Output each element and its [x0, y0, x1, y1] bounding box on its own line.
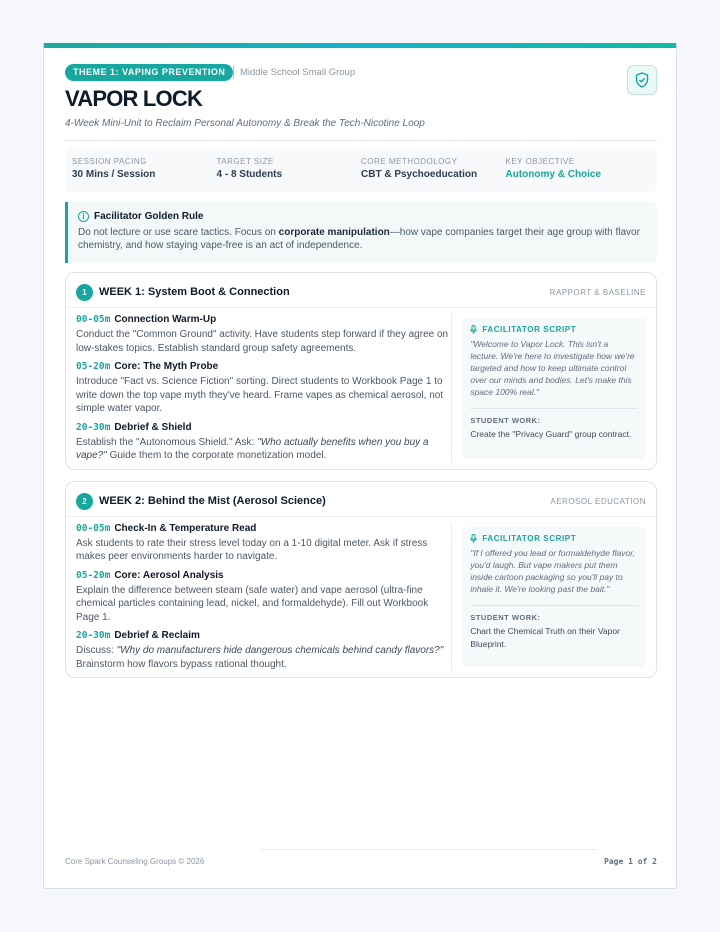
shield-check-icon: [627, 65, 657, 95]
page-content: [65, 48, 657, 678]
text-end: Brainstorm how flavors bypass rational thought.: [76, 658, 287, 670]
microphone-icon: [470, 325, 477, 334]
week-number-badge: 1: [76, 284, 93, 301]
panel-divider: [470, 408, 638, 409]
week-tag: RAPPORT & BASELINE: [549, 288, 646, 297]
text-end: Guide them to the corporate monetization model.: [106, 450, 327, 461]
agenda-item: [76, 422, 451, 463]
agenda-item-text: Conduct the "Common Ground" activity. Have students step forward if they agree on low-stakes topics. Establish standard group safety agreements.: [76, 329, 449, 354]
question-quote: "Why do manufacturers hide dangerous chemicals behind candy flavors?": [116, 645, 444, 656]
footer-copyright: Core Spark Counseling Groups © 2026: [65, 857, 205, 866]
facilitator-script: "If I offered you lead or formaldehyde flavor, you'd laugh. But vape makers put them inside cartoon packaging so you'll pay to inhale it. We're looking past the bait.": [470, 547, 635, 594]
week-body: [66, 308, 656, 469]
agenda-item-title: Check-In & Temperature Read: [114, 522, 257, 534]
student-work-text: Create the "Privacy Guard" group contract.: [470, 429, 632, 439]
stat-value: CBT & Psychoeducation: [361, 169, 478, 180]
facilitator-script: "Welcome to Vapor Lock. This isn't a lecture. We're here to investigate how we're targeted and how to keep ultimate control over our minds and bodies. Let's make this space 100% real.": [470, 339, 635, 397]
stat-key-objective: [506, 157, 651, 192]
agenda-item: [76, 523, 451, 564]
panel-divider: [470, 605, 638, 606]
golden-rule-text-start: Do not lecture or use scare tactics. Focus on: [78, 227, 279, 238]
page-title: VAPOR LOCK: [65, 86, 203, 111]
week-card-1: [65, 272, 657, 470]
stat-value: 30 Mins / Session: [72, 169, 156, 180]
script-heading: [470, 325, 638, 334]
agenda-item-text: Introduce "Fact vs. Science Fiction" sorting. Direct students to Workbook Page 1 to write down the top vape myth they've heard. Frame vapes as chemical aerosol, not simple water vapor.: [76, 376, 444, 414]
page-footer: [65, 849, 657, 874]
script-label: FACILITATOR SCRIPT: [482, 325, 577, 334]
agenda-item-title: Core: The Myth Probe: [114, 361, 219, 372]
facilitator-panel: [462, 527, 646, 668]
footer-divider: [260, 849, 597, 850]
golden-rule-title: Facilitator Golden Rule: [94, 211, 204, 222]
agenda-item-text: [76, 436, 451, 463]
theme-badge: THEME 1: VAPING PREVENTION: [65, 64, 233, 81]
info-icon: i: [78, 211, 89, 222]
stat-label: TARGET SIZE: [216, 157, 274, 166]
facilitator-panel: [462, 318, 646, 459]
agenda-item-text: [76, 644, 451, 671]
stat-label: SESSION PACING: [72, 157, 147, 166]
text-start: Establish the "Autonomous Shield." Ask:: [76, 436, 258, 448]
page-subtitle: 4-Week Mini-Unit to Reclaim Personal Autonomy & Break the Tech-Nicotine Loop: [65, 118, 425, 129]
agenda-item-title: Debrief & Reclaim: [114, 630, 200, 641]
agenda-item: [76, 361, 451, 416]
theme-subtitle: Middle School Small Group: [233, 66, 355, 79]
student-work-label: STUDENT WORK:: [470, 416, 541, 425]
stat-target-size: [217, 157, 362, 192]
script-label: FACILITATOR SCRIPT: [482, 533, 577, 543]
time-slot: 05-20m: [76, 569, 111, 581]
time-slot: 20-30m: [76, 421, 111, 433]
week-number-badge: 2: [76, 493, 93, 510]
agenda-item: [76, 314, 451, 355]
agenda-item-title: Debrief & Shield: [114, 421, 192, 433]
document-page: [43, 43, 677, 889]
agenda-item: [76, 570, 451, 625]
column-divider: [451, 314, 452, 463]
column-divider: [451, 523, 452, 672]
week-body: [66, 517, 656, 678]
stat-session-pacing: [72, 157, 217, 192]
week-tag: AEROSOL EDUCATION: [550, 496, 646, 506]
golden-rule-text-end: —how vape companies target their age group with flavor chemistry, and how staying vape-free is an act of independence.: [78, 227, 640, 251]
week-card-2: [65, 481, 657, 679]
week-title: WEEK 2: Behind the Mist (Aerosol Science): [99, 494, 326, 507]
stat-label: KEY OBJECTIVE: [505, 157, 575, 166]
agenda-item-text: Explain the difference between steam (safe water) and vape aerosol (ultra-fine chemical particles containing lead, nickel, and formaldehyde). Fill out Workbook Page 1.: [76, 584, 429, 623]
time-slot: 00-05m: [76, 522, 111, 534]
page-number: Page 1 of 2: [604, 857, 657, 866]
golden-rule-callout: [65, 202, 657, 263]
stat-value: 4 - 8 Students: [216, 169, 283, 180]
golden-rule-text: [78, 226, 647, 252]
agenda-item-title: Core: Aerosol Analysis: [114, 569, 224, 581]
time-slot: 00-05m: [76, 314, 111, 325]
stat-label: CORE METHODOLOGY: [361, 157, 458, 166]
week-header: [66, 273, 656, 308]
agenda-item: [76, 630, 451, 671]
student-work-label: STUDENT WORK:: [470, 612, 541, 622]
golden-rule-emphasis: corporate manipulation: [278, 227, 390, 238]
week-header: [66, 482, 656, 517]
student-work-text: Chart the Chemical Truth on their Vapor Blueprint.: [470, 625, 620, 649]
agenda-item-title: Connection Warm-Up: [114, 314, 217, 325]
stat-core-methodology: [361, 157, 506, 192]
agenda: [76, 308, 451, 469]
time-slot: 05-20m: [76, 361, 111, 372]
time-slot: 20-30m: [76, 630, 111, 641]
text-start: Discuss:: [76, 645, 117, 656]
header-divider: [65, 140, 657, 141]
week-title: WEEK 1: System Boot & Connection: [99, 286, 290, 298]
agenda-item-text: Ask students to rate their stress level today on a 1-10 digital meter. Ask if stress makes peer environments harder to navigate.: [76, 537, 428, 562]
page-header: [65, 48, 657, 140]
stats-bar: [65, 148, 657, 192]
stat-value: Autonomy & Choice: [505, 169, 602, 180]
script-heading: [470, 534, 638, 543]
agenda: [76, 517, 451, 678]
question-quote: "Who actually benefits when you buy a vape?": [76, 436, 429, 461]
microphone-icon: [470, 534, 477, 543]
golden-rule-heading: [78, 211, 647, 222]
